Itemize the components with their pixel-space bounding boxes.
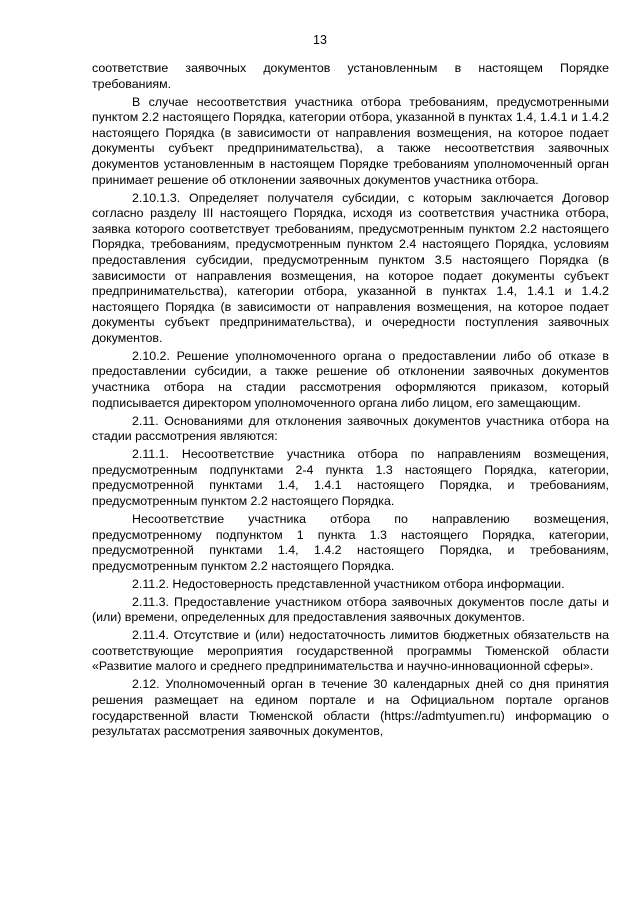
paragraph: 2.11.4. Отсутствие и (или) недостаточность лимитов бюджетных обязательств на соответствующие мероприятия государственной программы Тюменской области «Развитие малого и среднего предпринимательства и научно-инновационной сферы». [92, 628, 609, 674]
paragraph: 2.12. Уполномоченный орган в течение 30 календарных дней со дня принятия решения размещает на едином портале и на Официальном портале органов государственной власти Тюменской области (https://admtyumen.ru) информацию о результатах рассмотрения заявочных документов, [92, 677, 609, 739]
paragraph: соответствие заявочных документов установленным в настоящем Порядке требованиям. [92, 61, 609, 91]
paragraph: 2.10.2. Решение уполномоченного органа о предоставлении либо об отказе в предоставлении субсидии, а также решение об отклонении заявочных документов участника отбора на стадии рассмотрения оформляются приказом, который подписывается директором уполномоченного органа либо лицом, его замещающим. [92, 348, 609, 410]
paragraph: В случае несоответствия участника отбора требованиям, предусмотренными пунктом 2.2 настоящего Порядка, категории отбора, указанной в пунктах 1.4, 1.4.1 и 1.4.2 настоящего Порядка (в зависимости от направления возмещения, на которое подает документы субъект предпринимательства), а также несоответствия заявочных документов установленным в настоящем Порядке требованиям уполномоченный орган принимает решение об отклонении заявочных документов участника отбора. [92, 94, 609, 187]
paragraph: 2.11.1. Несоответствие участника отбора по направлениям возмещения, предусмотренным подпунктами 2-4 пункта 1.3 настоящего Порядка, категории, предусмотренной пунктами 1.4, 1.4.1 настоящего Порядка, и требованиям, предусмотренным пунктом 2.2 настоящего Порядка. [92, 447, 609, 508]
page-number: 13 [313, 33, 327, 47]
paragraph: 2.10.1.3. Определяет получателя субсидии, с которым заключается Договор согласно разделу III настоящего Порядка, исходя из соответствия участника отбора, заявка которого соответствует требованиям, предусмотренным пунктом 2.2 настоящего Порядка, требованиям, предусмотренным пунктом 2.4 настоящего Порядка, условиям предоставления субсидии, предусмотренным пунктом 3.5 настоящего Порядка (в зависимости от направления возмещения, на которое подает документы субъект предпринимательства), категории отбора, указанной в пунктах 1.4, 1.4.1 и 1.4.2 настоящего Порядка (в зависимости от направления возмещения, на которое подает документы субъект предпринимательства), и очередности поступления заявочных документов. [92, 190, 609, 345]
paragraph: 2.11.2. Недостоверность представленной участником отбора информации. [132, 576, 565, 591]
document-body [92, 61, 609, 742]
paragraph: 2.11. Основаниями для отклонения заявочных документов участника отбора на стадии рассмотрения являются: [92, 413, 609, 444]
paragraph: Несоответствие участника отбора по направлению возмещения, предусмотренному подпунктом 1 пункта 1.3 настоящего Порядка, категории, предусмотренной пунктами 1.4, 1.4.2 настоящего Порядка, и требованиям, предусмотренным пунктом 2.2 настоящего Порядка. [92, 511, 609, 573]
paragraph: 2.11.3. Предоставление участником отбора заявочных документов после даты и (или) времени, определенных для предоставления заявочных документов. [92, 594, 609, 625]
